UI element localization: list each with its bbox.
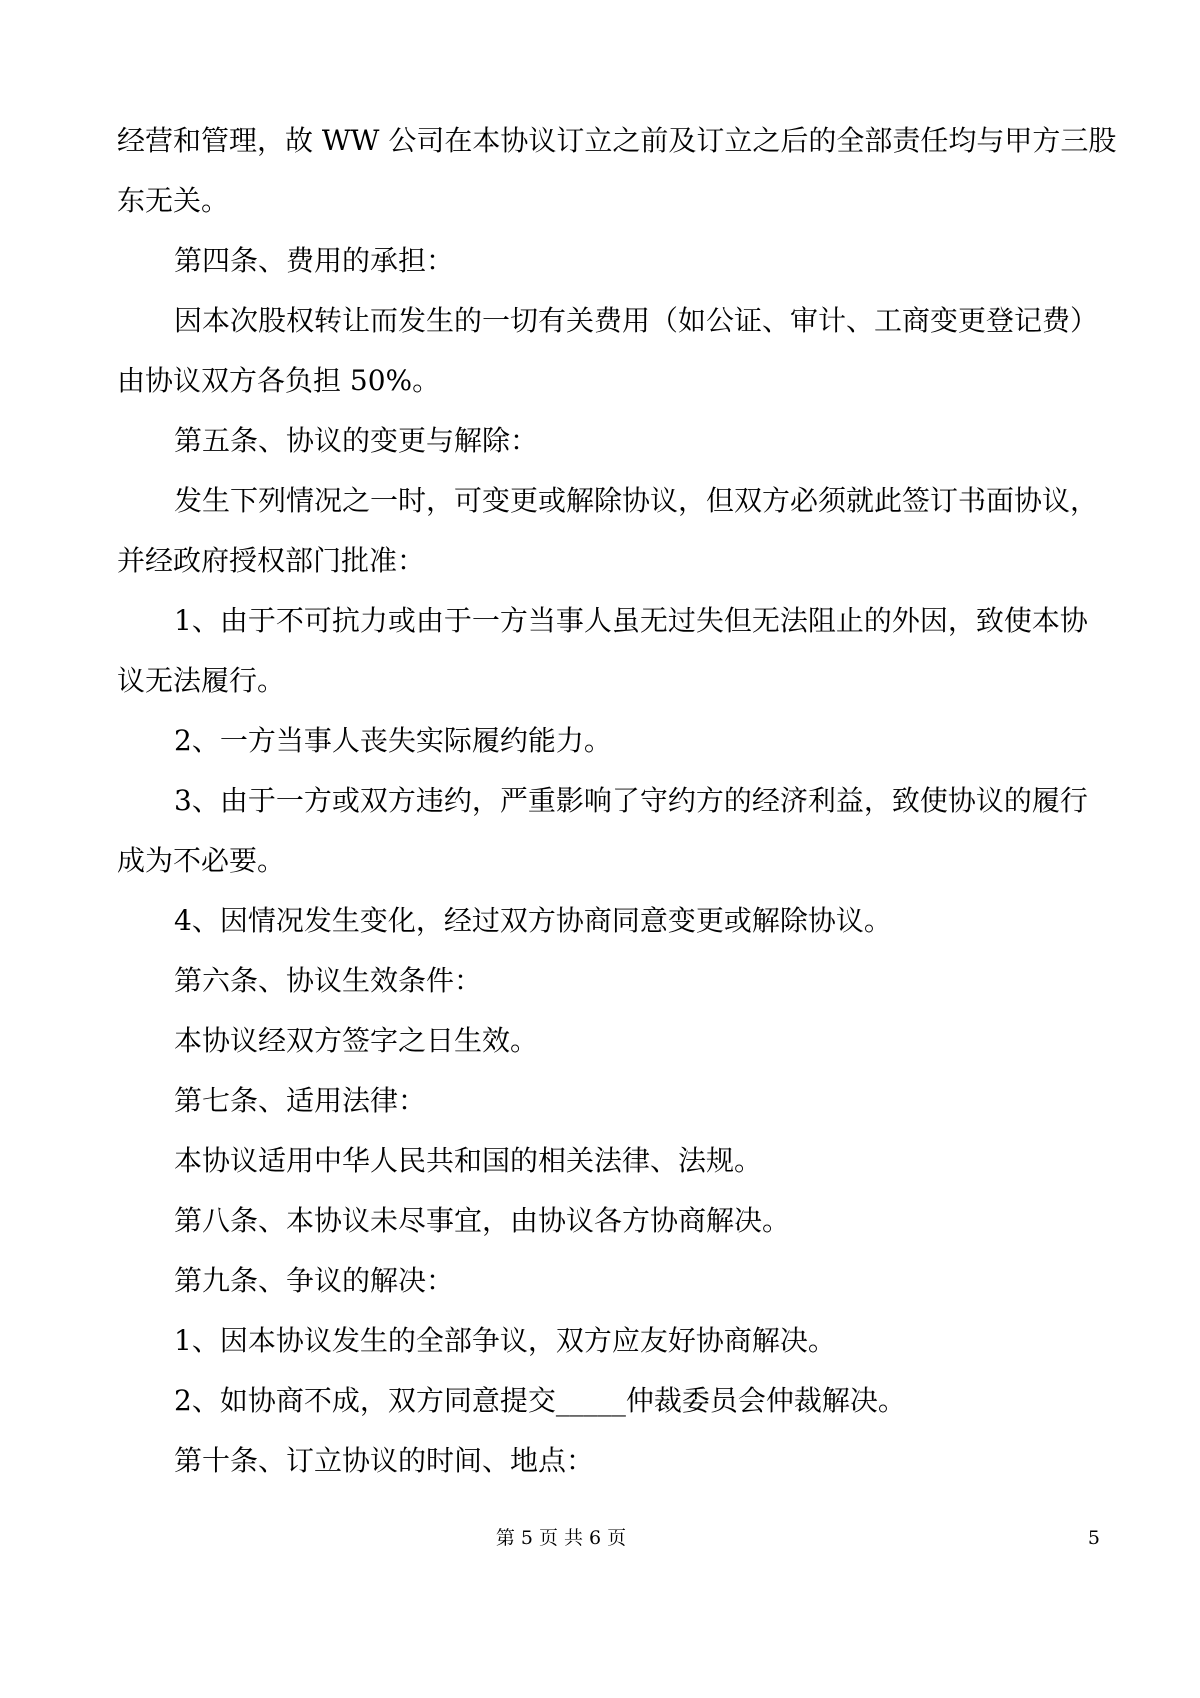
article-heading: 第七条、适用法律： — [174, 1084, 427, 1117]
list-item: 1、由于不可抗力或由于一方当事人虽无过失但无法阻止的外因，致使本协 — [174, 604, 1088, 637]
article-heading: 第八条、本协议未尽事宜，由协议各方协商解决。 — [174, 1204, 791, 1237]
article-heading: 第九条、争议的解决： — [174, 1264, 455, 1297]
text-line: 发生下列情况之一时，可变更或解除协议，但双方必须就此签订书面协议， — [174, 484, 1099, 517]
document-body — [117, 111, 1117, 1491]
text-line: 东无关。 — [117, 184, 230, 217]
text-line: 并经政府授权部门批准： — [117, 544, 426, 577]
article-heading: 第十条、订立协议的时间、地点： — [174, 1444, 595, 1477]
list-item: 4、因情况发生变化，经过双方协商同意变更或解除协议。 — [174, 904, 892, 937]
article-heading: 第四条、费用的承担： — [174, 244, 455, 277]
page-number: 5 — [1087, 1527, 1100, 1549]
text-line: 本协议经双方签字之日生效。 — [174, 1024, 539, 1057]
list-item: 1、因本协议发生的全部争议，双方应友好协商解决。 — [174, 1324, 836, 1357]
text-line: 议无法履行。 — [117, 664, 286, 697]
text-line: 由协议双方各负担 50%。 — [117, 364, 441, 397]
page-info-footer: 第 5 页 共 6 页 — [495, 1527, 627, 1549]
list-item: 3、由于一方或双方违约，严重影响了守约方的经济利益，致使协议的履行 — [174, 784, 1088, 817]
article-heading: 第六条、协议生效条件： — [174, 964, 483, 997]
list-item: 2、一方当事人丧失实际履约能力。 — [174, 724, 612, 757]
text-line: 本协议适用中华人民共和国的相关法律、法规。 — [174, 1144, 763, 1177]
text-line: 经营和管理，故 WW 公司在本协议订立之前及订立之后的全部责任均与甲方三股 — [117, 124, 1117, 157]
text-line: 因本次股权转让而发生的一切有关费用（如公证、审计、工商变更登记费） — [174, 304, 1099, 337]
list-item: 2、如协商不成，双方同意提交_____仲裁委员会仲裁解决。 — [174, 1384, 906, 1417]
article-heading: 第五条、协议的变更与解除： — [174, 424, 539, 457]
text-line: 成为不必要。 — [117, 844, 286, 877]
